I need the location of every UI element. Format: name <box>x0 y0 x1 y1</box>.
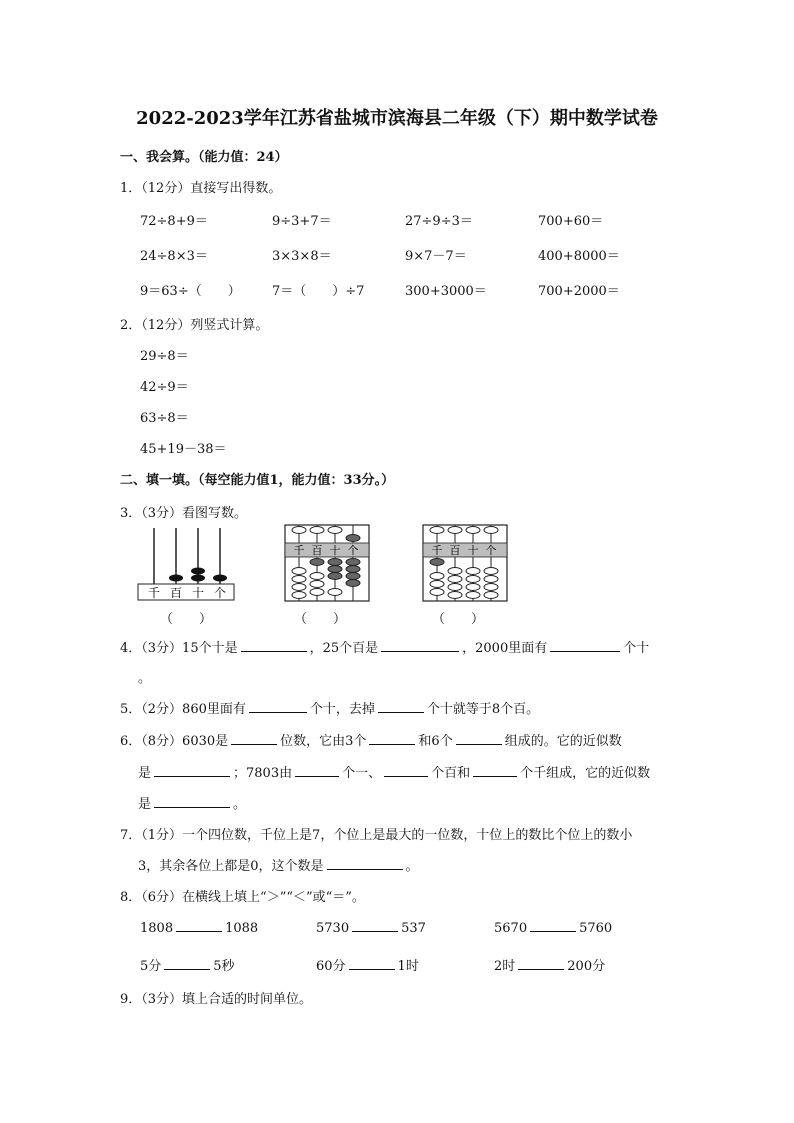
vertical-calc-item: 42÷9＝ <box>140 380 189 395</box>
abacus-bead <box>310 573 324 580</box>
abacus-bead <box>191 568 205 575</box>
abacus-bead <box>292 568 306 575</box>
calc-item: 27÷9÷3＝ <box>405 214 473 229</box>
compare-item: 5670 5760 <box>494 921 613 936</box>
place-label: 个 <box>213 586 227 600</box>
abacus-bead <box>191 575 205 582</box>
answer-paren[interactable]: （ ） <box>294 612 347 627</box>
abacus-bead <box>466 527 480 534</box>
abacus-bead <box>328 527 342 534</box>
abacus-bead <box>169 575 183 582</box>
answer-blank[interactable] <box>241 639 307 652</box>
page-title: 2022-2023学年江苏省盐城市滨海县二年级（下）期中数学试卷 <box>136 108 658 129</box>
calc-item: 72÷8+9＝ <box>140 214 208 229</box>
calc-item: 9＝63÷（ ） <box>140 284 241 299</box>
answer-blank[interactable] <box>530 919 576 932</box>
answer-blank[interactable] <box>154 764 230 777</box>
compare-item: 1808 1088 <box>140 921 259 936</box>
abacus-bead <box>292 592 306 599</box>
place-label: 十 <box>329 544 341 557</box>
calc-item: 9÷3+7＝ <box>272 214 332 229</box>
abacus-bead <box>292 527 306 534</box>
abacus-bead <box>448 568 462 575</box>
answer-blank[interactable] <box>381 639 459 652</box>
compare-item: 5分 5秒 <box>140 959 235 974</box>
calc-item: 300+3000＝ <box>405 284 487 299</box>
abacus-bead <box>430 581 444 588</box>
abacus-bead <box>466 568 480 575</box>
answer-blank[interactable] <box>456 732 502 745</box>
abacus-figure-1 <box>136 524 236 604</box>
answer-blank[interactable] <box>164 957 210 970</box>
answer-blank[interactable] <box>384 764 428 777</box>
abacus-bead <box>448 527 462 534</box>
abacus-bead <box>346 559 360 566</box>
abacus-bead <box>328 573 342 580</box>
section-1-heading: 一、我会算。（能力值：24） <box>120 150 288 165</box>
vertical-calc-item: 45+19－38＝ <box>140 442 227 457</box>
abacus-bead <box>328 559 342 566</box>
place-label: 十 <box>191 586 205 600</box>
place-label: 百 <box>449 544 461 557</box>
q4-line: 4．（3分）15个十是 ，25个百是 ，2000里面有 个十 <box>120 641 650 656</box>
abacus-bead <box>310 527 324 534</box>
abacus-bead <box>213 575 227 582</box>
calc-item: 400+8000＝ <box>538 249 620 264</box>
q2-stem: 2．（12分）列竖式计算。 <box>120 318 269 333</box>
place-label: 个 <box>485 544 497 557</box>
q8-stem: 8．（6分）在横线上填上“＞”“＜”或“＝”。 <box>120 890 365 905</box>
abacus-bead <box>310 559 324 566</box>
abacus-bead <box>292 584 306 591</box>
place-label: 千 <box>293 544 305 557</box>
abacus-bead <box>346 573 360 580</box>
abacus-bead <box>430 573 444 580</box>
place-label: 十 <box>467 544 479 557</box>
abacus-bead <box>346 535 360 542</box>
abacus-bead <box>328 589 342 596</box>
calc-item: 700+60＝ <box>538 214 604 229</box>
abacus-bead <box>466 584 480 591</box>
vertical-calc-item: 29÷8＝ <box>140 349 189 364</box>
compare-item: 60分 1时 <box>316 959 419 974</box>
calc-item: 7＝（ ）÷7 <box>272 284 365 299</box>
q7-line-2: 3，其余各位上都是0，这个数是 。 <box>138 859 419 874</box>
place-label: 百 <box>311 544 323 557</box>
answer-blank[interactable] <box>473 764 517 777</box>
answer-blank[interactable] <box>154 795 230 808</box>
answer-blank[interactable] <box>176 919 222 932</box>
abacus-bead <box>484 584 498 591</box>
abacus-bead <box>430 559 444 566</box>
answer-blank[interactable] <box>295 764 339 777</box>
answer-blank[interactable] <box>550 639 620 652</box>
answer-blank[interactable] <box>231 732 277 745</box>
calc-item: 9×7－7＝ <box>405 249 467 264</box>
abacus-figure-3 <box>422 524 508 604</box>
section-2-heading: 二、填一填。（每空能力值1，能力值：33分。） <box>120 473 395 488</box>
place-label: 千 <box>147 586 161 600</box>
abacus-bead <box>448 584 462 591</box>
answer-blank[interactable] <box>369 732 415 745</box>
place-label: 个 <box>347 544 359 557</box>
calc-item: 24÷8×3＝ <box>140 249 208 264</box>
abacus-bead <box>430 589 444 596</box>
q6-line-3: 是 。 <box>138 797 247 812</box>
q6-line-2: 是 ；7803由 个一、 个百和 个千组成，它的近似数 <box>138 766 651 781</box>
abacus-bead <box>346 580 360 587</box>
abacus-bead <box>346 566 360 573</box>
answer-blank[interactable] <box>378 700 424 713</box>
abacus-bead <box>328 566 342 573</box>
abacus-bead <box>310 581 324 588</box>
place-label: 百 <box>169 586 183 600</box>
place-label: 千 <box>431 544 443 557</box>
q6-line-1: 6．（8分）6030是 位数，它由3个 和6个 组成的。它的近似数 <box>120 734 622 749</box>
calc-item: 3×3×8＝ <box>272 249 332 264</box>
abacus-bead <box>292 576 306 583</box>
abacus-bead <box>310 589 324 596</box>
vertical-calc-item: 63÷8＝ <box>140 411 189 426</box>
q9-stem: 9．（3分）填上合适的时间单位。 <box>120 992 313 1007</box>
answer-paren[interactable]: （ ） <box>160 612 213 627</box>
compare-item: 5730 537 <box>316 921 426 936</box>
q1-stem: 1．（12分）直接写出得数。 <box>120 181 282 196</box>
abacus-bead <box>448 592 462 599</box>
abacus-bead <box>430 527 444 534</box>
answer-blank[interactable] <box>249 700 307 713</box>
q3-stem: 3．（3分）看图写数。 <box>120 506 248 521</box>
abacus-bead <box>484 527 498 534</box>
answer-paren[interactable]: （ ） <box>432 612 485 627</box>
abacus-bead <box>484 576 498 583</box>
abacus-bead <box>484 592 498 599</box>
answer-blank[interactable] <box>352 919 398 932</box>
abacus-figure-2 <box>284 524 370 604</box>
answer-blank[interactable] <box>518 957 564 970</box>
q5-line: 5．（2分）860里面有 个十，去掉 个十就等于8个百。 <box>120 702 540 717</box>
abacus-bead <box>466 576 480 583</box>
abacus-bead <box>448 576 462 583</box>
q4-tail: 。 <box>138 671 152 686</box>
calc-item: 700+2000＝ <box>538 284 620 299</box>
q7-line-1: 7．（1分）一个四位数，千位上是7，个位上是最大的一位数，十位上的数比个位上的数小 <box>120 828 633 843</box>
answer-blank[interactable] <box>349 957 395 970</box>
abacus-bead <box>484 568 498 575</box>
answer-blank[interactable] <box>327 857 403 870</box>
compare-item: 2时 200分 <box>494 959 606 974</box>
abacus-bead <box>466 592 480 599</box>
